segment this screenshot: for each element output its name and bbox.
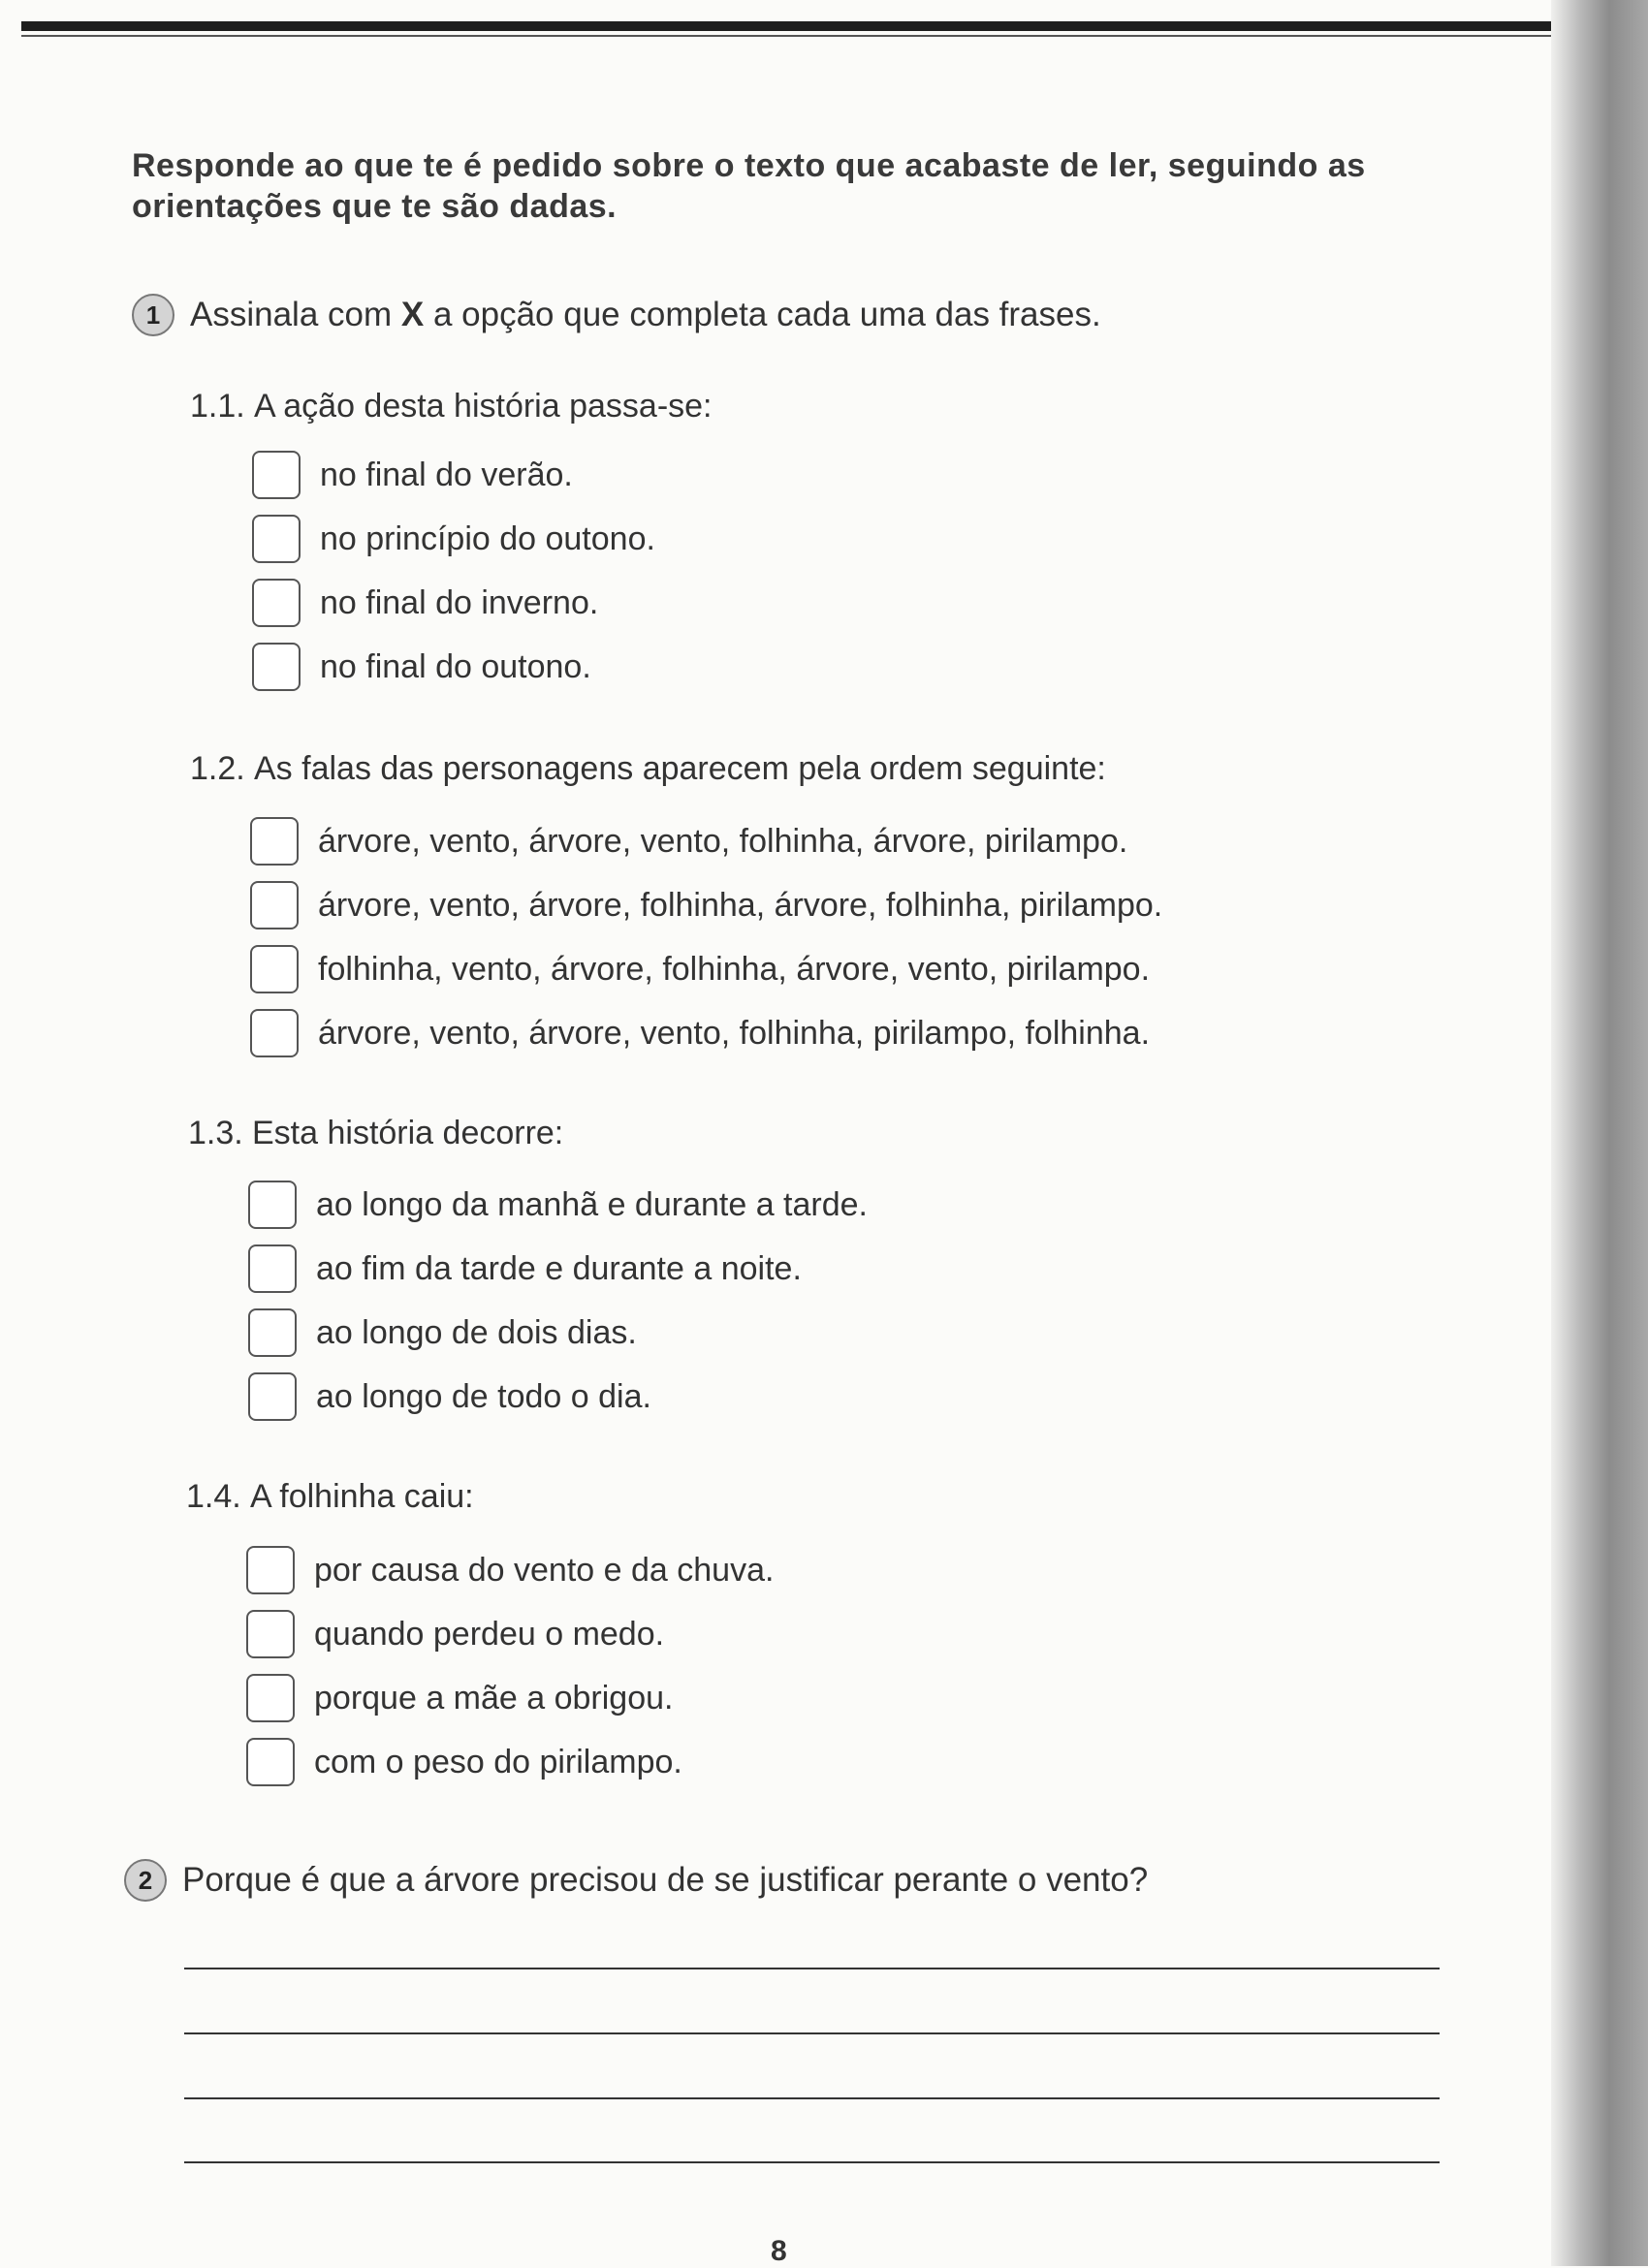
checkbox[interactable] (248, 1308, 297, 1357)
book-spine-shadow (1551, 0, 1648, 2266)
question-2-text: Porque é que a árvore precisou de se justificar perante o vento? (182, 1861, 1149, 1899)
question-1-mark: X (400, 296, 425, 333)
option-label: árvore, vento, árvore, vento, folhinha, árvore, pirilampo. (318, 822, 1128, 860)
option-label: porque a mãe a obrigou. (314, 1679, 674, 1717)
subquestion-number: 1.4. (186, 1478, 241, 1515)
top-rule-thin (21, 35, 1635, 37)
subquestion-1-2 (190, 750, 1106, 788)
option-label: quando perdeu o medo. (314, 1615, 665, 1653)
top-rule (21, 21, 1635, 31)
option-label: ao longo de dois dias. (316, 1313, 637, 1351)
question-1-number: 1 (132, 294, 174, 336)
checkbox[interactable] (252, 515, 301, 563)
subquestion-number: 1.2. (190, 750, 245, 787)
checkbox[interactable] (248, 1372, 297, 1421)
checkbox[interactable] (248, 1244, 297, 1293)
option-1-2-c[interactable] (250, 945, 1150, 993)
question-1 (132, 294, 1101, 336)
checkbox[interactable] (252, 451, 301, 499)
subquestion-text: Esta história decorre: (252, 1115, 564, 1151)
option-label: ao fim da tarde e durante a noite. (316, 1249, 802, 1287)
option-label: por causa do vento e da chuva. (314, 1551, 775, 1589)
checkbox[interactable] (246, 1546, 295, 1594)
option-1-3-b[interactable] (248, 1244, 802, 1293)
option-label: com o peso do pirilampo. (314, 1743, 682, 1780)
subquestion-number: 1.1. (190, 388, 245, 425)
option-label: no final do outono. (320, 647, 591, 685)
checkbox[interactable] (248, 1181, 297, 1229)
checkbox[interactable] (252, 643, 301, 691)
instructions: Responde ao que te é pedido sobre o texto que acabaste de ler, seguindo as orientações que te são dadas. (132, 147, 1366, 225)
answer-line-4[interactable] (184, 2161, 1440, 2163)
answer-line-3[interactable] (184, 2097, 1440, 2099)
page-number: 8 (771, 2235, 787, 2267)
option-1-3-d[interactable] (248, 1372, 651, 1421)
option-label: no final do inverno. (320, 583, 599, 621)
question-1-text (190, 296, 1101, 334)
question-2 (124, 1859, 1148, 1902)
option-1-3-c[interactable] (248, 1308, 637, 1357)
checkbox[interactable] (250, 1009, 299, 1057)
option-label: árvore, vento, árvore, vento, folhinha, pirilampo, folhinha. (318, 1014, 1151, 1052)
question-2-number: 2 (124, 1859, 167, 1902)
question-1-text-after: a opção que completa cada uma das frases. (424, 296, 1101, 333)
subquestion-1-3 (188, 1115, 563, 1152)
option-label: ao longo de todo o dia. (316, 1377, 651, 1415)
subquestion-1-1 (190, 388, 713, 425)
subquestion-1-4 (186, 1478, 474, 1516)
option-label: árvore, vento, árvore, folhinha, árvore, folhinha, pirilampo. (318, 886, 1163, 924)
answer-line-1[interactable] (184, 1968, 1440, 1969)
option-1-2-a[interactable] (250, 817, 1127, 866)
subquestion-number: 1.3. (188, 1115, 243, 1151)
checkbox[interactable] (250, 945, 299, 993)
option-1-3-a[interactable] (248, 1181, 868, 1229)
option-label: folhinha, vento, árvore, folhinha, árvore, vento, pirilampo. (318, 950, 1151, 988)
option-1-4-d[interactable] (246, 1738, 682, 1786)
option-1-1-b[interactable] (252, 515, 655, 563)
checkbox[interactable] (250, 817, 299, 866)
subquestion-text: A ação desta história passa-se: (254, 388, 713, 425)
option-1-4-a[interactable] (246, 1546, 774, 1594)
option-1-1-a[interactable] (252, 451, 573, 499)
option-label: no princípio do outono. (320, 520, 655, 557)
subquestion-text: As falas das personagens aparecem pela ordem seguinte: (254, 750, 1106, 787)
question-1-text-before: Assinala com (190, 296, 401, 333)
checkbox[interactable] (246, 1738, 295, 1786)
option-1-2-d[interactable] (250, 1009, 1150, 1057)
option-1-1-c[interactable] (252, 579, 598, 627)
option-label: ao longo da manhã e durante a tarde. (316, 1185, 868, 1223)
checkbox[interactable] (252, 579, 301, 627)
option-1-4-b[interactable] (246, 1610, 664, 1658)
option-1-4-c[interactable] (246, 1674, 673, 1722)
subquestion-text: A folhinha caiu: (250, 1478, 474, 1515)
checkbox[interactable] (246, 1610, 295, 1658)
checkbox[interactable] (250, 881, 299, 929)
option-1-2-b[interactable] (250, 881, 1162, 929)
option-label: no final do verão. (320, 456, 573, 493)
option-1-1-d[interactable] (252, 643, 591, 691)
answer-line-2[interactable] (184, 2032, 1440, 2034)
checkbox[interactable] (246, 1674, 295, 1722)
